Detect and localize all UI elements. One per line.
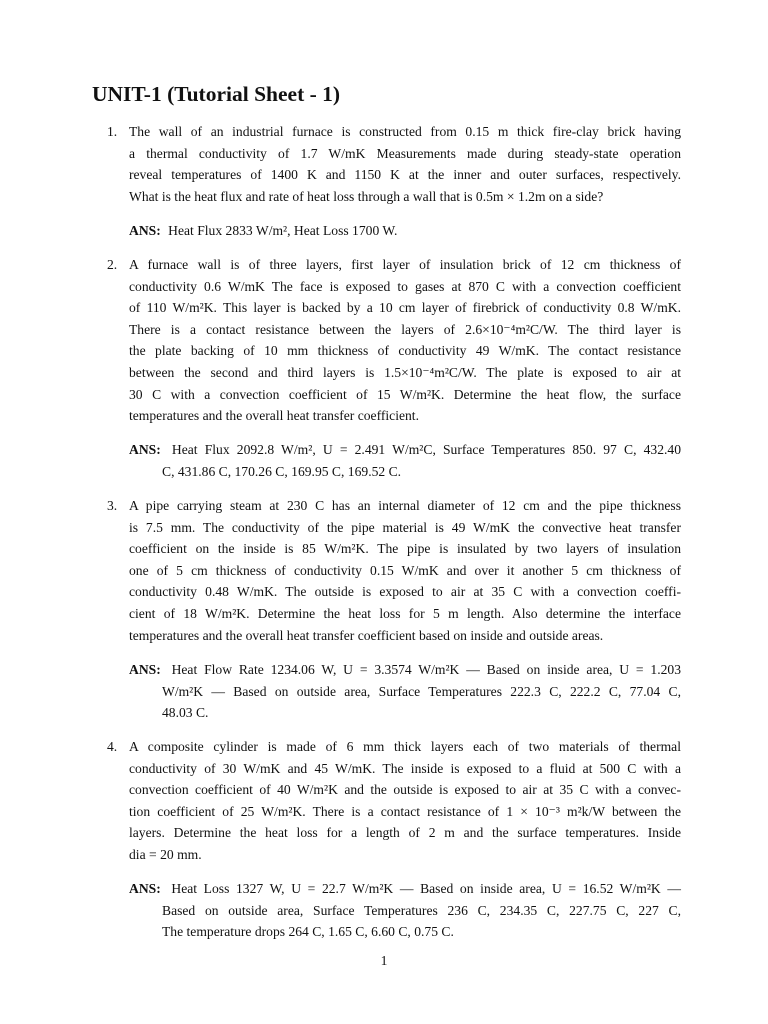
question-line: A composite cylinder is made of 6 mm thick layers each of two materials of thermal <box>129 739 681 754</box>
answer-label: ANS: <box>129 881 161 896</box>
answer-1 <box>129 220 681 242</box>
answer-label: ANS: <box>129 223 161 238</box>
question-line: layers. Determine the heat loss for a length of 2 m and the surface temperatures. Inside <box>129 825 681 841</box>
answer-line: W/m²K — Based on outside area, Surface Temperatures 222.3 C, 222.2 C, 77.04 C, <box>162 683 681 699</box>
question-line: coefficient on the inside is 85 W/m²K. The pipe is insulated by two layers of insulation <box>129 541 681 557</box>
question-line: A furnace wall is of three layers, first layer of insulation brick of 12 cm thickness of <box>129 257 681 272</box>
question-number: 1. <box>107 124 118 139</box>
question-line: temperatures and the overall heat transfer coefficient. <box>129 408 419 424</box>
question-line: of 110 W/m²K. This layer is backed by a 10 cm layer of firebrick of conductivity 0.8 W/mK. <box>129 300 681 316</box>
question-number: 3. <box>107 498 118 513</box>
question-line: one of 5 cm thickness of conductivity 0.15 W/mK and over it another 5 cm thickness of <box>129 562 681 578</box>
question-line: is 7.5 mm. The conductivity of the pipe material is 49 W/mK the convective heat transfer <box>129 519 681 535</box>
question-line: the plate backing of 10 mm thickness of conductivity 49 W/mK. The contact resistance <box>129 343 681 359</box>
question-2 <box>107 254 681 427</box>
answer-line: Heat Flow Rate 1234.06 W, U = 3.3574 W/m²K — Based on inside area, U = 1.203 <box>171 662 681 677</box>
question-line: 30 C with a convection coefficient of 15 W/m²K. Determine the heat flow, the surface <box>129 386 681 402</box>
question-line: conductivity of 30 W/mK and 45 W/mK. The inside is exposed to a fluid at 500 C with a <box>129 760 681 776</box>
question-line: reveal temperatures of 1400 K and 1150 K at the inner and outer surfaces, respectively. <box>129 167 681 183</box>
question-line: conductivity 0.6 W/mK The face is exposed to gases at 870 C with a convection coefficient <box>129 278 681 294</box>
page-title: UNIT-1 (Tutorial Sheet - 1) <box>92 82 341 106</box>
page-number: 1 <box>380 953 388 968</box>
question-4 <box>107 736 681 866</box>
question-line: cient of 18 W/m²K. Determine the heat loss for 5 m length. Also determine the interface <box>129 605 681 621</box>
answer-line: Heat Loss 1327 W, U = 22.7 W/m²K — Based on inside area, U = 16.52 W/m²K — <box>171 881 681 896</box>
answer-line: Heat Flux 2092.8 W/m², U = 2.491 W/m²C, Surface Temperatures 850. 97 C, 432.40 <box>171 442 681 457</box>
question-line: conductivity 0.48 W/mK. The outside is exposed to air at 35 C with a convection coeffi- <box>129 584 681 600</box>
answer-line: C, 431.86 C, 170.26 C, 169.95 C, 169.52 C. <box>162 463 402 479</box>
question-line: A pipe carrying steam at 230 C has an internal diameter of 12 cm and the pipe thickness <box>129 498 681 513</box>
answer-2 <box>129 439 681 482</box>
answer-label: ANS: <box>129 662 161 677</box>
answer-line: Based on outside area, Surface Temperatures 236 C, 234.35 C, 227.75 C, 227 C, <box>162 902 681 918</box>
answer-line: Heat Flux 2833 W/m², Heat Loss 1700 W. <box>168 223 398 238</box>
answer-line: The temperature drops 264 C, 1.65 C, 6.60 C, 0.75 C. <box>162 924 454 940</box>
question-line: tion coefficient of 25 W/m²K. There is a contact resistance of 1 × 10⁻³ m²k/W between the <box>129 803 681 819</box>
question-line: a thermal conductivity of 1.7 W/mK Measurements made during steady-state operation <box>129 145 681 161</box>
question-line: temperatures and the overall heat transfer coefficient based on inside and outside areas. <box>129 627 604 643</box>
answer-label: ANS: <box>129 442 161 457</box>
answer-line: 48.03 C. <box>162 705 209 721</box>
question-number: 4. <box>107 739 118 754</box>
question-number: 2. <box>107 257 118 272</box>
question-line: The wall of an industrial furnace is constructed from 0.15 m thick fire-clay brick having <box>129 124 681 139</box>
answer-4 <box>129 878 681 943</box>
question-line: convection coefficient of 40 W/m²K and the outside is exposed to air at 35 C with a convec- <box>129 782 681 798</box>
question-3 <box>107 495 681 646</box>
question-line: What is the heat flux and rate of heat loss through a wall that is 0.5m × 1.2m on a side? <box>129 188 604 204</box>
question-line: dia = 20 mm. <box>129 846 202 862</box>
question-line: between the second and third layers is 1.5×10⁻⁴m²C/W. The plate is exposed to air at <box>129 364 681 380</box>
question-1 <box>107 121 681 207</box>
answer-3 <box>129 659 681 724</box>
question-line: There is a contact resistance between the layers of 2.6×10⁻⁴m²C/W. The third layer is <box>129 321 681 337</box>
